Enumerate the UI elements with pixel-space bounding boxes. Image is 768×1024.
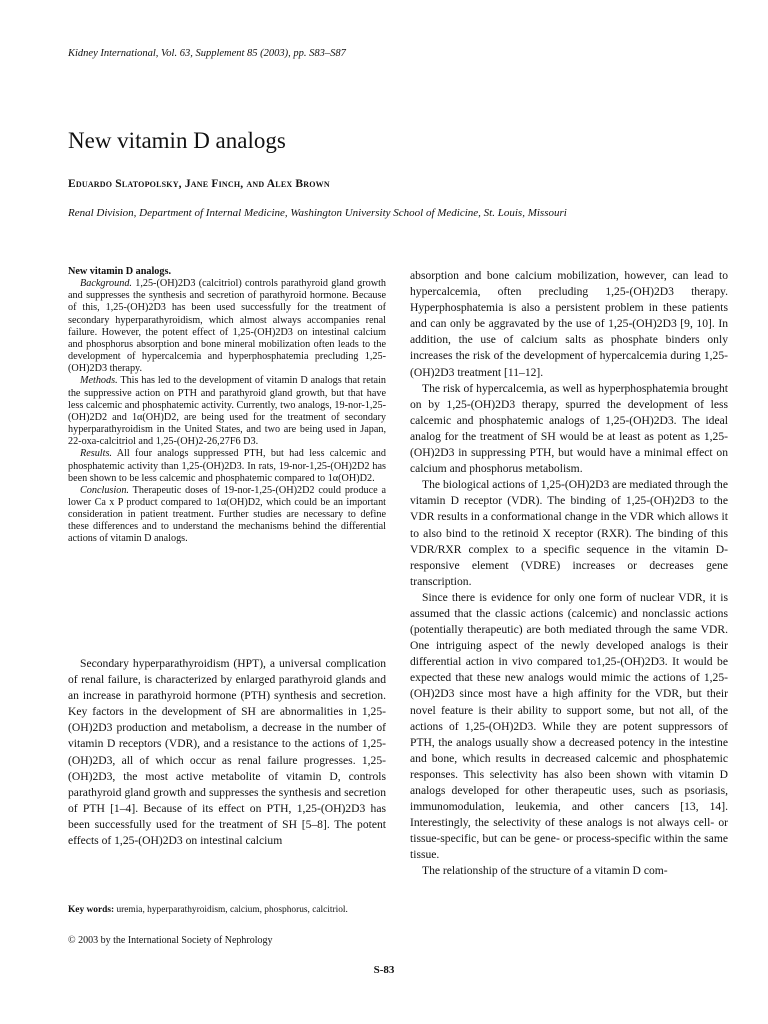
methods-label: Methods. — [80, 375, 118, 387]
right-paragraph-1: absorption and bone calcium mobilization, however, can lead to hypercalcemia, often precluding 1,25-(OH)2D3 therapy. Hyperphosphatemia is also a persistent problem in these patients and can only be aggravated by the use of 1,25-(OH)2D3 [9, 10]. In addition, the use of calcium salts as phosphate binders only increases the risk of the development of hypercalcemia during 1,25-(OH)2D3 treatment [11–12]. — [410, 269, 728, 379]
author-list: Eduardo Slatopolsky, Jane Finch, and Alex Brown — [68, 178, 330, 190]
background-label: Background. — [80, 278, 132, 290]
abstract-background — [68, 278, 386, 375]
journal-citation: Kidney International, Vol. 63, Supplement 85 (2003), pp. S83–S87 — [68, 48, 346, 59]
conclusion-text: Therapeutic doses of 19-nor-1,25-(OH)2D2 could produce a lower Ca x P product compared to 1α(OH)D2, which could be an important consideration in patient treatment. Further studies are necessary to define these differences and to understand the mechanisms behind the differential actions of vitamin D analogs. — [68, 484, 386, 545]
intro-paragraph: Secondary hyperparathyroidism (HPT), a universal complication of renal failure, is characterized by enlarged parathyroid glands and an increase in parathyroid hormone (PTH) synthesis and secretion. Key factors in the development of SH are abnormalities in 1,25-(OH)2D3 production and metabolism, a decrease in the number of vitamin D receptors (VDR), and a resistance to the actions of 1,25-(OH)2D3, all of which occur as renal failure progresses. 1,25-(OH)2D3, the most active metabolite of vitamin D, controls parathyroid gland growth and suppresses the synthesis and secretion of PTH [1–4]. Because of its effect on PTH, 1,25-(OH)2D3 has been successfully used for the treatment of SH [5–8]. The potent effects of 1,25-(OH)2D3 on intestinal calcium — [68, 657, 386, 848]
abstract-conclusion — [68, 485, 386, 546]
abstract-heading: New vitamin D analogs. — [68, 266, 172, 277]
body-left-column — [68, 656, 386, 849]
body-right-column — [410, 268, 728, 880]
right-paragraph-4: Since there is evidence for only one form of nuclear VDR, it is assumed that the classic actions (calcemic) and nonclassic actions (potentially therapeutic) are both mediated through the same VDR. One intriguing aspect of the newly developed analogs is their differential action in vivo compared to1,25-(OH)2D3. It would be expected that these new analogs would mimic the actions of 1,25-(OH)2D3 since most have a high affinity for the VDR, but their novel feature is their ability to support some, but not all, of the actions of 1,25-(OH)2D3. While they are potent suppressors of PTH, the analogs usually show a decreased potency in the intestine and bone, which results in decreased calcemic and phosphatemic responses. This selectivity has also been shown with vitamin D analogs developed for other therapeutic uses, such as psoriasis, immunomodulation, leukemia, and other cancers [13, 14]. Interestingly, the selectivity of these analogs is not always cell- or tissue-specific, but can be gene- or process-specific within the same tissue. — [410, 590, 728, 862]
keywords-text: uremia, hyperparathyroidism, calcium, phosphorus, calcitriol. — [114, 905, 348, 915]
keywords — [68, 905, 386, 916]
right-paragraph-3: The biological actions of 1,25-(OH)2D3 are mediated through the vitamin D receptor (VDR). The binding of 1,25-(OH)2D3 to the VDR results in a conformational change in the VDR which allows it to also bind to the retinoid X receptor (RXR). The binding of this VDR/RXR complex to a specific sequence in the vitamin D-responsive element (VDRE) increases or decreases gene transcription. — [410, 478, 728, 588]
page-number: S-83 — [373, 964, 395, 976]
abstract — [68, 266, 386, 546]
results-text: All four analogs suppressed PTH, but had less calcemic and phosphatemic activity than 1,25-(OH)2D3. In rats, 19-nor-1,25-(OH)2D2 has been shown to be less calcemic and phosphatemic compared to 1α(OH)D2. — [68, 448, 386, 484]
abstract-methods — [68, 375, 386, 448]
article-title: New vitamin D analogs — [68, 128, 286, 153]
background-text: 1,25-(OH)2D3 (calcitriol) controls parathyroid gland growth and suppresses the synthesis and secretion of parathyroid hormone. Because of this, 1,25-(OH)2D3 has been used successfully for the treatment of secondary hyperparathyroidism, which almost always accompanies renal failure. However, the potent effect of 1,25-(OH)2D3 on intestinal calcium and phosphorus absorption and bone mineral mobilization often leads to the development of hypercalcemia and hyperphosphatemia precluding 1,25-(OH)2D3 therapy. — [68, 278, 386, 375]
right-paragraph-2: The risk of hypercalcemia, as well as hyperphosphatemia brought on by 1,25-(OH)2D3 therapy, spurred the development of less calcemic and phosphatemic analogs of 1,25-(OH)2D3. The ideal analog for the treatment of SH would be at least as potent as 1,25-(OH)2D3 in suppressing PTH, but would have a minimal effect on calcium and phosphorus metabolism. — [410, 381, 728, 476]
copyright-notice: © 2003 by the International Society of Nephrology — [68, 935, 273, 946]
results-label: Results. — [80, 448, 112, 460]
affiliation: Renal Division, Department of Internal Medicine, Washington University School of Medicine, St. Louis, Missouri — [68, 207, 567, 219]
keywords-label: Key words: — [68, 905, 115, 915]
abstract-results — [68, 448, 386, 484]
conclusion-label: Conclusion. — [80, 484, 129, 496]
methods-text: This has led to the development of vitamin D analogs that retain the suppressive action on PTH and parathyroid gland growth, but that have less calcemic and phosphatemic activity. Currently, two analogs, 19-nor-1,25-(OH)2D2 and 1α(OH)D2, are being used for the treatment of secondary hyperparathyroidism in the United States, and two are being used in Japan, 22-oxa-calcitriol and 1,25-(OH)2-26,27F6 D3. — [68, 375, 386, 448]
right-paragraph-5: The relationship of the structure of a vitamin D com- — [422, 864, 668, 878]
